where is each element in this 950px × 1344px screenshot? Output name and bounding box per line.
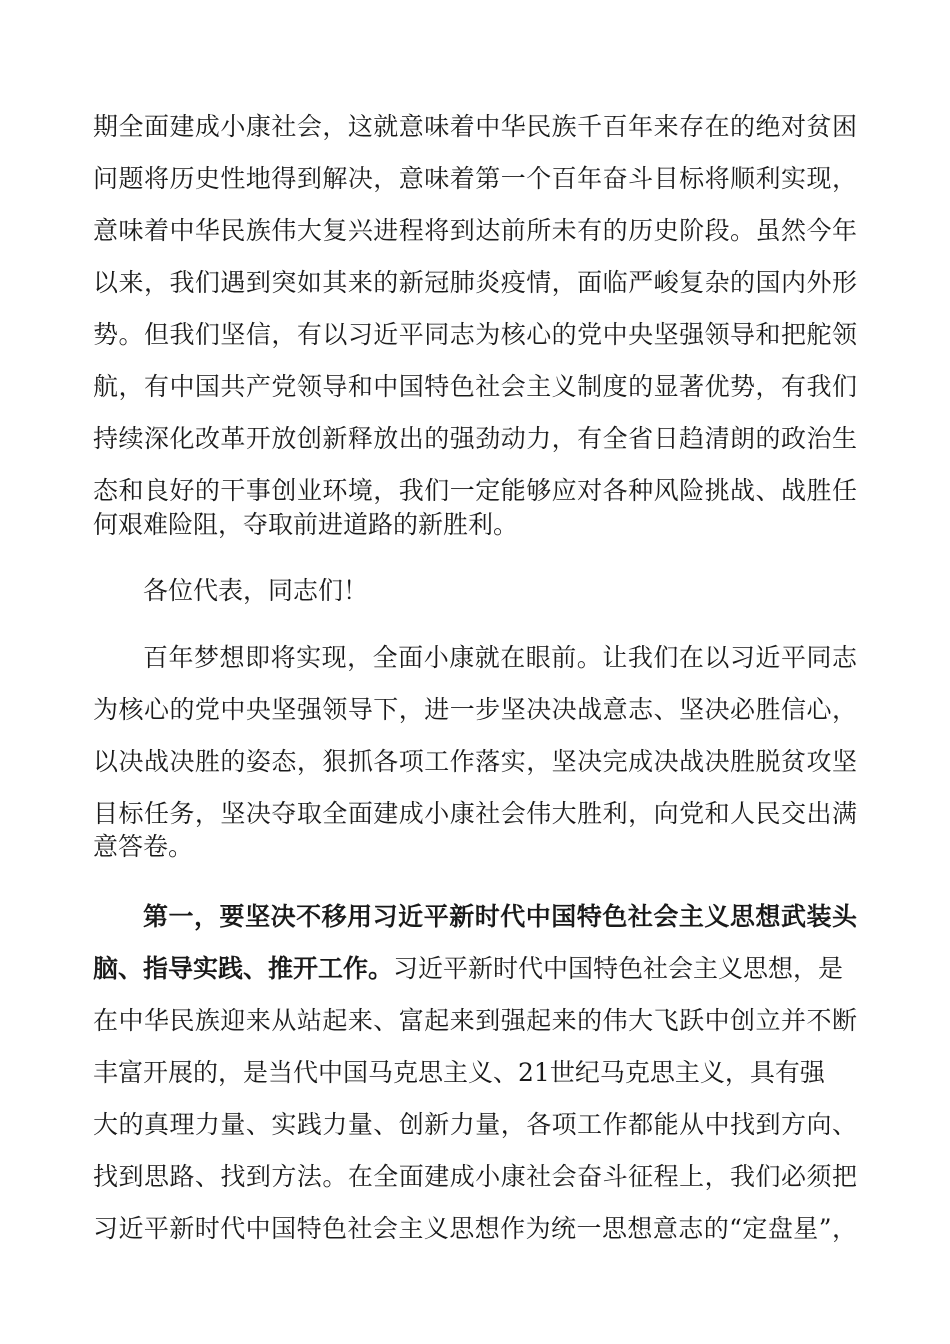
- text-line: 目标任务，坚决夺取全面建成小康社会伟大胜利，向党和人民交出满: [93, 799, 857, 828]
- section-heading: 第一，要坚决不移用习近平新时代中国特色社会主义思想武装头: [143, 902, 857, 931]
- text-line: 何艰难险阻，夺取前进道路的新胜利。: [93, 510, 519, 539]
- text-line: 以来，我们遇到突如其来的新冠肺炎疫情，面临严峻复杂的国内外形: [93, 268, 857, 297]
- text-line: 期全面建成小康社会，这就意味着中华民族千百年来存在的绝对贫困: [93, 112, 857, 141]
- text-line: 意答卷。: [93, 832, 194, 861]
- text-line: 习近平新时代中国特色社会主义思想作为统一思想意志的“定盘星”，: [93, 1214, 857, 1243]
- text-line: 势。但我们坚信，有以习近平同志为核心的党中央坚强领导和把舵领: [93, 320, 857, 349]
- section-heading-continued: 脑、指导实践、推开工作。: [93, 954, 394, 983]
- text-line: 找到思路、找到方法。在全面建成小康社会奋斗征程上，我们必须把: [93, 1162, 857, 1191]
- text-line: 百年梦想即将实现，全面小康就在眼前。让我们在以习近平同志: [143, 643, 857, 672]
- text-line: 问题将历史性地得到解决，意味着第一个百年奋斗目标将顺利实现，: [93, 164, 857, 193]
- text-line: 持续深化改革开放创新释放出的强劲动力，有全省日趋清朗的政治生: [93, 424, 857, 453]
- body-text: 习近平新时代中国特色社会主义思想，是: [393, 954, 844, 983]
- text-line: 态和良好的干事创业环境，我们一定能够应对各种风险挑战、战胜任: [93, 476, 857, 505]
- text-line: 丰富开展的，是当代中国马克思主义、21世纪马克思主义，具有强: [93, 1058, 825, 1087]
- text-line: 为核心的党中央坚强领导下，进一步坚决决战意志、坚决必胜信心，: [93, 695, 857, 724]
- text-line: 大的真理力量、实践力量、创新力量，各项工作都能从中找到方向、: [93, 1110, 857, 1139]
- text-line: 航，有中国共产党领导和中国特色社会主义制度的显著优势，有我们: [93, 372, 857, 401]
- text-line: 意味着中华民族伟大复兴进程将到达前所未有的历史阶段。虽然今年: [93, 216, 857, 245]
- text-line: 以决战决胜的姿态，狠抓各项工作落实，坚决完成决战决胜脱贫攻坚: [93, 747, 857, 776]
- text-line: [93, 949, 843, 989]
- salutation: 各位代表，同志们！: [143, 576, 369, 605]
- text-line: 在中华民族迎来从站起来、富起来到强起来的伟大飞跃中创立并不断: [93, 1006, 857, 1035]
